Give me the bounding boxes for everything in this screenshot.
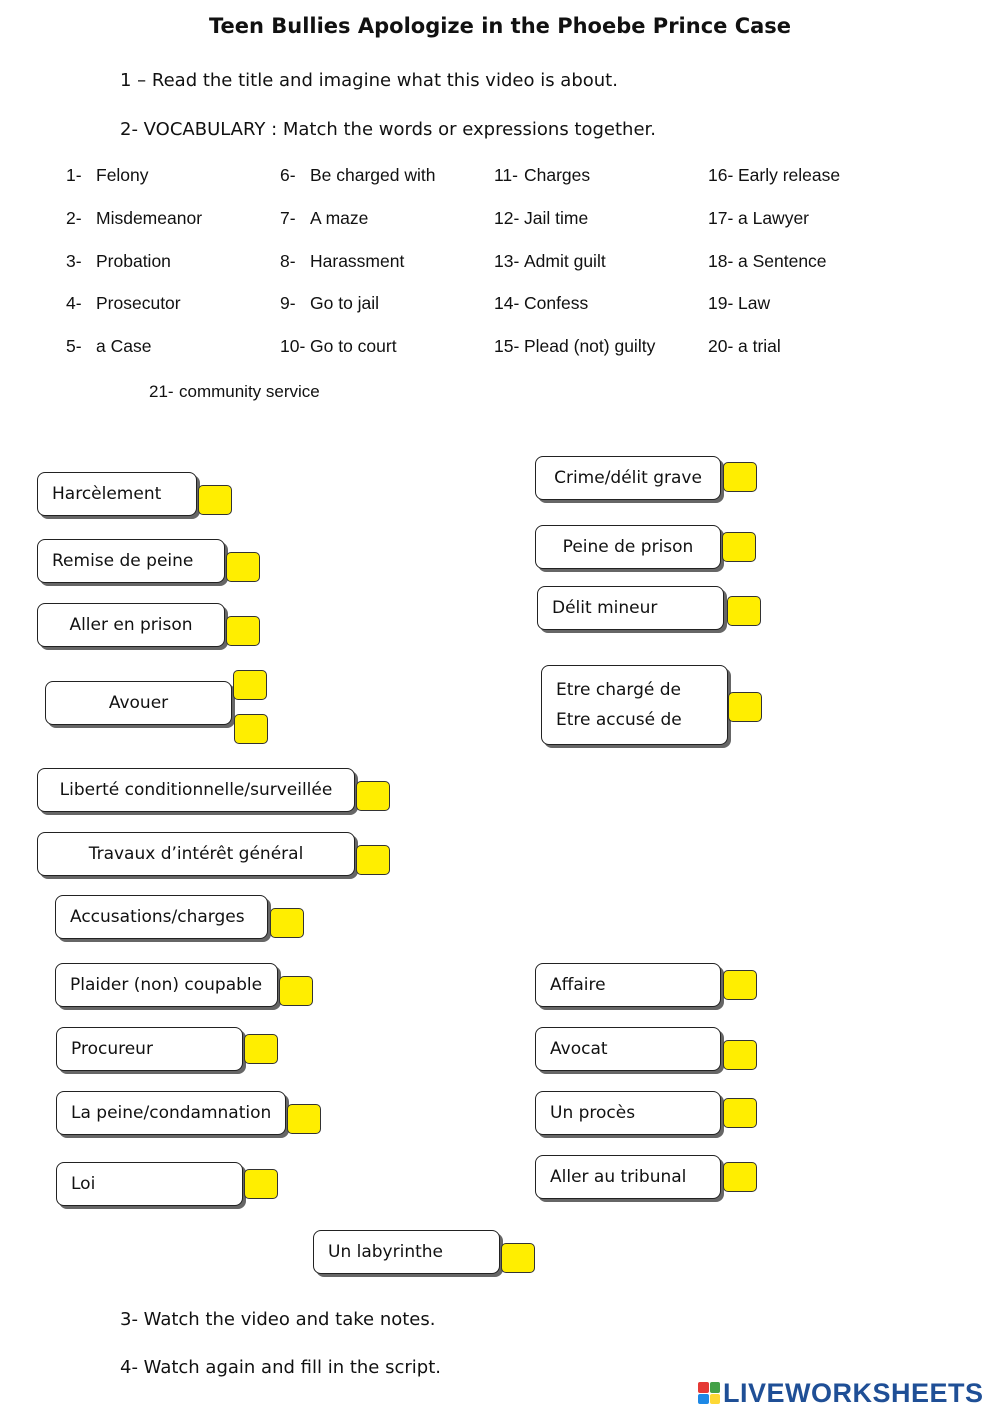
translation-crime: Crime/délit grave bbox=[535, 456, 721, 500]
liveworksheets-brand bbox=[698, 1376, 984, 1410]
answer-box[interactable] bbox=[233, 670, 267, 700]
vocab-item: 15- Plead (not) guilty bbox=[494, 336, 656, 356]
translation-aller-en-prison: Aller en prison bbox=[37, 603, 225, 647]
translation-labyrinthe: Un labyrinthe bbox=[313, 1230, 500, 1274]
translation-loi: Loi bbox=[56, 1162, 243, 1206]
translation-delit-mineur: Délit mineur bbox=[537, 586, 724, 630]
instruction-step-1: 1 – Read the title and imagine what this video is about. bbox=[120, 70, 618, 91]
answer-box[interactable] bbox=[722, 532, 756, 562]
vocab-item: 13- Admit guilt bbox=[494, 251, 606, 271]
translation-procureur: Procureur bbox=[56, 1027, 243, 1071]
vocab-item: 6- Be charged with bbox=[280, 165, 436, 185]
answer-box[interactable] bbox=[723, 462, 757, 492]
translation-travaux: Travaux d’intérêt général bbox=[37, 832, 355, 876]
answer-box[interactable] bbox=[723, 970, 757, 1000]
translation-accusations: Accusations/charges bbox=[55, 895, 268, 939]
answer-box[interactable] bbox=[723, 1040, 757, 1070]
translation-aller-au-tribunal: Aller au tribunal bbox=[535, 1155, 721, 1199]
translation-liberte-conditionnelle: Liberté conditionnelle/surveillée bbox=[37, 768, 355, 812]
translation-line: Etre chargé de bbox=[556, 680, 682, 700]
answer-box[interactable] bbox=[728, 692, 762, 722]
vocab-item: 20- a trial bbox=[708, 336, 781, 356]
vocab-item: 8- Harassment bbox=[280, 251, 405, 271]
answer-box[interactable] bbox=[356, 845, 390, 875]
answer-box[interactable] bbox=[234, 714, 268, 744]
liveworksheets-logo-icon bbox=[698, 1382, 720, 1404]
vocab-item: 18- a Sentence bbox=[708, 251, 827, 271]
translation-avouer: Avouer bbox=[45, 681, 232, 725]
brand-text: LIVEWORKSHEETS bbox=[723, 1377, 984, 1408]
translation-remise-de-peine: Remise de peine bbox=[37, 539, 225, 583]
answer-box[interactable] bbox=[226, 552, 260, 582]
vocab-item: 21- community service bbox=[149, 382, 320, 401]
vocab-item: 5- a Case bbox=[66, 336, 152, 356]
instruction-step-2: 2- VOCABULARY : Match the words or expressions together. bbox=[120, 119, 657, 140]
vocab-item: 17- a Lawyer bbox=[708, 208, 810, 228]
answer-box[interactable] bbox=[226, 616, 260, 646]
worksheet-title: Teen Bullies Apologize in the Phoebe Prince Case bbox=[208, 14, 792, 38]
vocab-item: 10- Go to court bbox=[280, 336, 397, 356]
answer-box[interactable] bbox=[723, 1162, 757, 1192]
answer-box[interactable] bbox=[727, 596, 761, 626]
instruction-step-3: 3- Watch the video and take notes. bbox=[120, 1309, 436, 1330]
vocab-item: 16- Early release bbox=[708, 165, 841, 185]
vocab-item: 4- Prosecutor bbox=[66, 293, 181, 313]
vocab-item: 2- Misdemeanor bbox=[66, 208, 203, 228]
answer-box[interactable] bbox=[287, 1104, 321, 1134]
answer-box[interactable] bbox=[356, 781, 390, 811]
vocab-item: 1- Felony bbox=[66, 165, 149, 185]
translation-plaider: Plaider (non) coupable bbox=[55, 963, 278, 1007]
translation-affaire: Affaire bbox=[535, 963, 721, 1007]
answer-box[interactable] bbox=[723, 1098, 757, 1128]
vocab-item: 7- A maze bbox=[280, 208, 369, 228]
vocab-item: 14- Confess bbox=[494, 293, 589, 313]
answer-box[interactable] bbox=[501, 1243, 535, 1273]
answer-box[interactable] bbox=[244, 1169, 278, 1199]
vocab-item: 11- Charges bbox=[494, 165, 591, 185]
answer-box[interactable] bbox=[244, 1034, 278, 1064]
vocab-item: 3- Probation bbox=[66, 251, 171, 271]
instruction-step-4: 4- Watch again and fill in the script. bbox=[120, 1357, 441, 1378]
vocab-item: 9- Go to jail bbox=[280, 293, 380, 313]
translation-peine: La peine/condamnation bbox=[56, 1091, 286, 1135]
translation-line: Etre accusé de bbox=[556, 710, 682, 730]
translation-avocat: Avocat bbox=[535, 1027, 721, 1071]
translation-etre-charge bbox=[541, 665, 728, 745]
vocab-item: 19- Law bbox=[708, 293, 771, 313]
answer-box[interactable] bbox=[198, 485, 232, 515]
translation-harcelement: Harcèlement bbox=[37, 472, 197, 516]
answer-box[interactable] bbox=[279, 976, 313, 1006]
vocab-item: 12- Jail time bbox=[494, 208, 589, 228]
translation-peine-de-prison: Peine de prison bbox=[535, 525, 721, 569]
translation-proces: Un procès bbox=[535, 1091, 721, 1135]
answer-box[interactable] bbox=[270, 908, 304, 938]
